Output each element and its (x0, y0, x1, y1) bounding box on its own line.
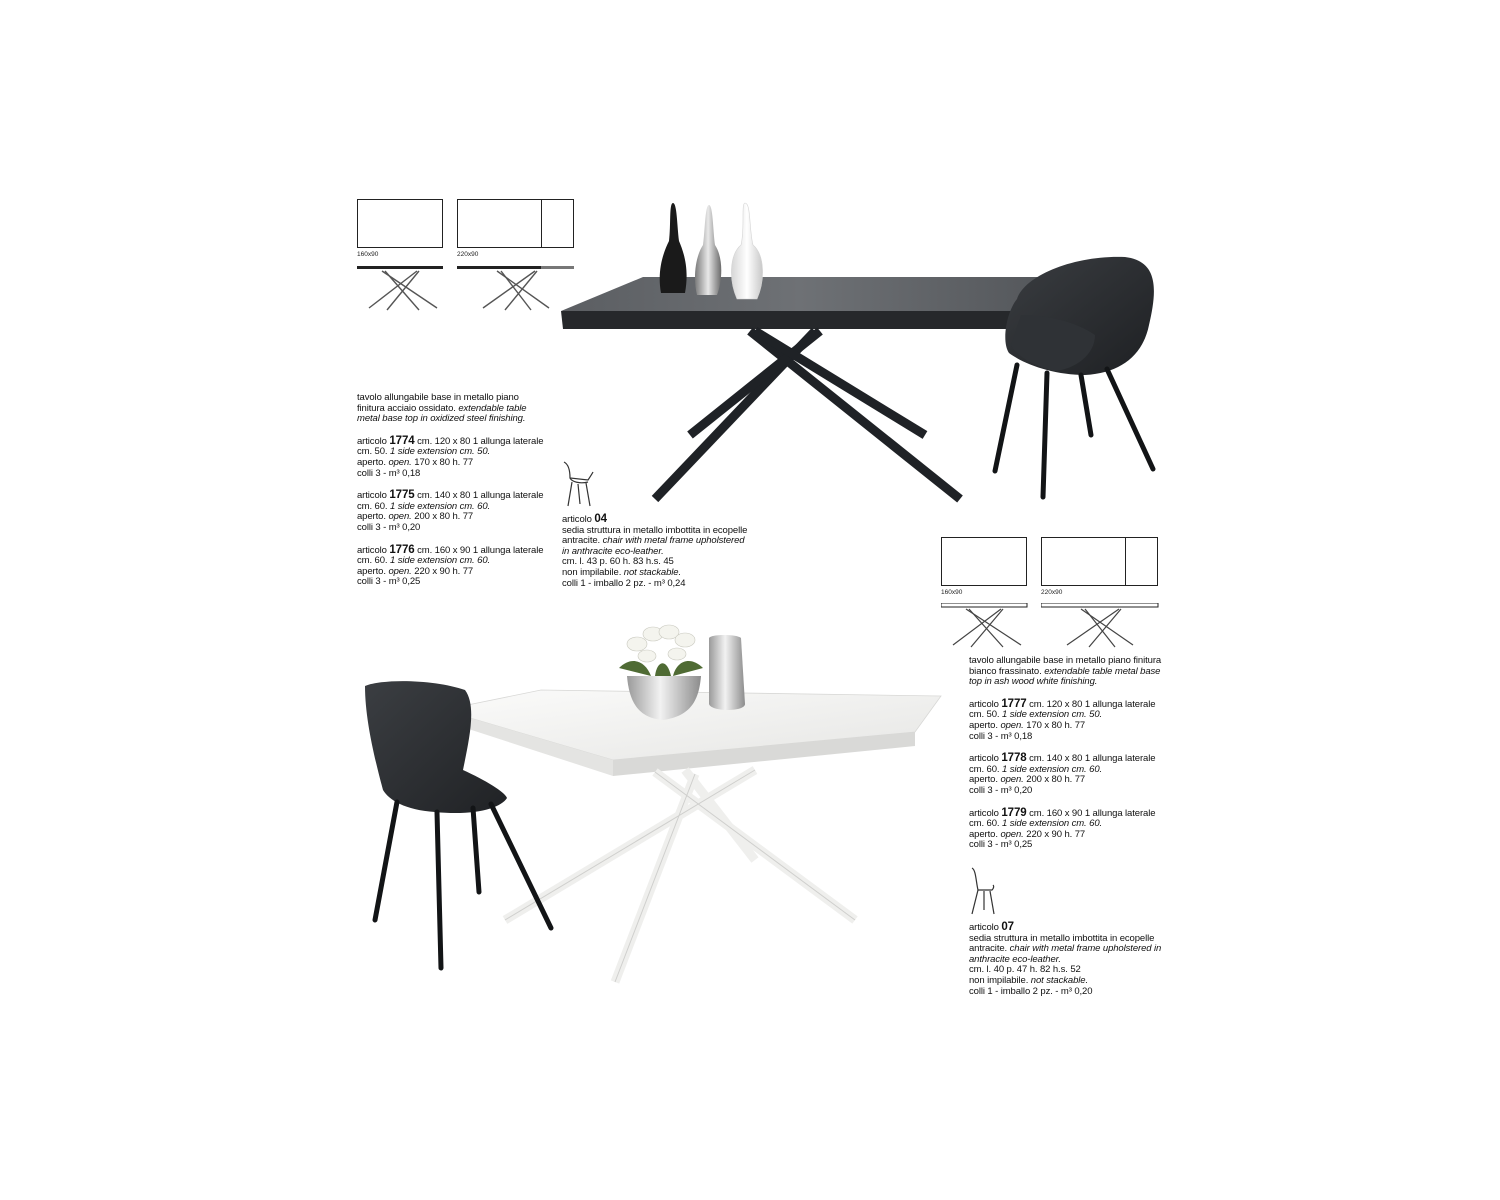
article-code: 1777 (1001, 697, 1027, 710)
article-1778: articolo 1778 cm. 140 x 80 1 allunga laterale cm. 60. 1 side extension cm. 60. aperto. open. 200 x 80 h. 77 colli 3 - m³ 0,20 (969, 752, 1156, 796)
article-1777: articolo 1777 cm. 120 x 80 1 allunga laterale cm. 50. 1 side extension cm. 50. aperto. open. 170 x 80 h. 77 colli 3 - m³ 0,18 (969, 697, 1156, 742)
plan-label: 160x90 (941, 589, 963, 596)
bottom-plan-220x90 (1041, 537, 1159, 607)
plan-extension (541, 199, 542, 248)
chair-07-description: articolo 07 sedia struttura in metallo imbottita in ecopelle antracite. chair with metal frame upholstered in anthracite eco-leather. cm. l. 40 p. 47 h. 82 h.s. 52 non impilabile. not stackable. colli 1 - imballo 2 pz. - m³ 0,20 (969, 921, 1162, 997)
chair-code: 07 (1001, 921, 1014, 933)
plan-rectangle (357, 199, 443, 248)
plan-extension (1125, 537, 1126, 586)
plan-label: 160x90 (357, 251, 379, 258)
white-table-photo (355, 620, 955, 1000)
table-desc-en: extendable table metal base top in oxidized steel finishing. (357, 402, 527, 425)
bottom-product-description (969, 656, 1164, 862)
table-desc-en: extendable table metal base top in ash wood white finishing. (969, 665, 1161, 688)
article-code: 1776 (389, 543, 415, 556)
chair-07-outline-icon (966, 866, 998, 916)
chair-code: 04 (594, 513, 607, 525)
dark-table-photo (555, 195, 1165, 505)
article-1776: articolo 1776 cm. 160 x 90 1 allunga laterale cm. 60. 1 side extension cm. 60. aperto. open. 220 x 90 h. 77 colli 3 - m³ 0,25 (357, 543, 544, 588)
table-elevation-icon (357, 266, 447, 312)
table-extended-elevation-icon (1041, 603, 1161, 649)
article-1775: articolo 1775 cm. 140 x 80 1 allunga laterale cm. 60. 1 side extension cm. 60. aperto. open. 200 x 80 h. 77 colli 3 - m³ 0,20 (357, 489, 544, 533)
plan-rectangle (941, 537, 1027, 586)
bottom-plan-160x90 (941, 537, 1028, 607)
top-plan-160x90 (357, 199, 444, 269)
article-code: 1778 (1001, 752, 1027, 765)
table-desc-it: tavolo allungabile base in metallo piano finitura bianco frassinato. (969, 655, 1162, 677)
chair-04-description: articolo 04 sedia struttura in metallo imbottita in ecopelle antracite. chair with metal frame upholstered in anthracite eco-leather. cm. l. 43 p. 60 h. 83 h.s. 45 non impilabile. not stackable. colli 1 - imballo 2 pz. - m³ 0,24 (562, 513, 748, 589)
plan-rectangle (1041, 537, 1158, 586)
article-code: 1774 (389, 434, 415, 447)
top-product-description (357, 393, 547, 599)
article-code: 1779 (1001, 806, 1027, 819)
article-1779: articolo 1779 cm. 160 x 90 1 allunga laterale cm. 60. 1 side extension cm. 60. aperto. open. 220 x 90 h. 77 colli 3 - m³ 0,25 (969, 806, 1156, 851)
table-desc-it: tavolo allungabile base in metallo piano finitura acciaio ossidato. (357, 392, 519, 414)
plan-label: 220x90 (457, 251, 479, 258)
plan-label: 220x90 (1041, 589, 1063, 596)
article-code: 1775 (389, 489, 415, 502)
article-1774: articolo 1774 cm. 120 x 80 1 allunga laterale cm. 50. 1 side extension cm. 50. aperto. open. 170 x 80 h. 77 colli 3 - m³ 0,18 (357, 434, 544, 479)
